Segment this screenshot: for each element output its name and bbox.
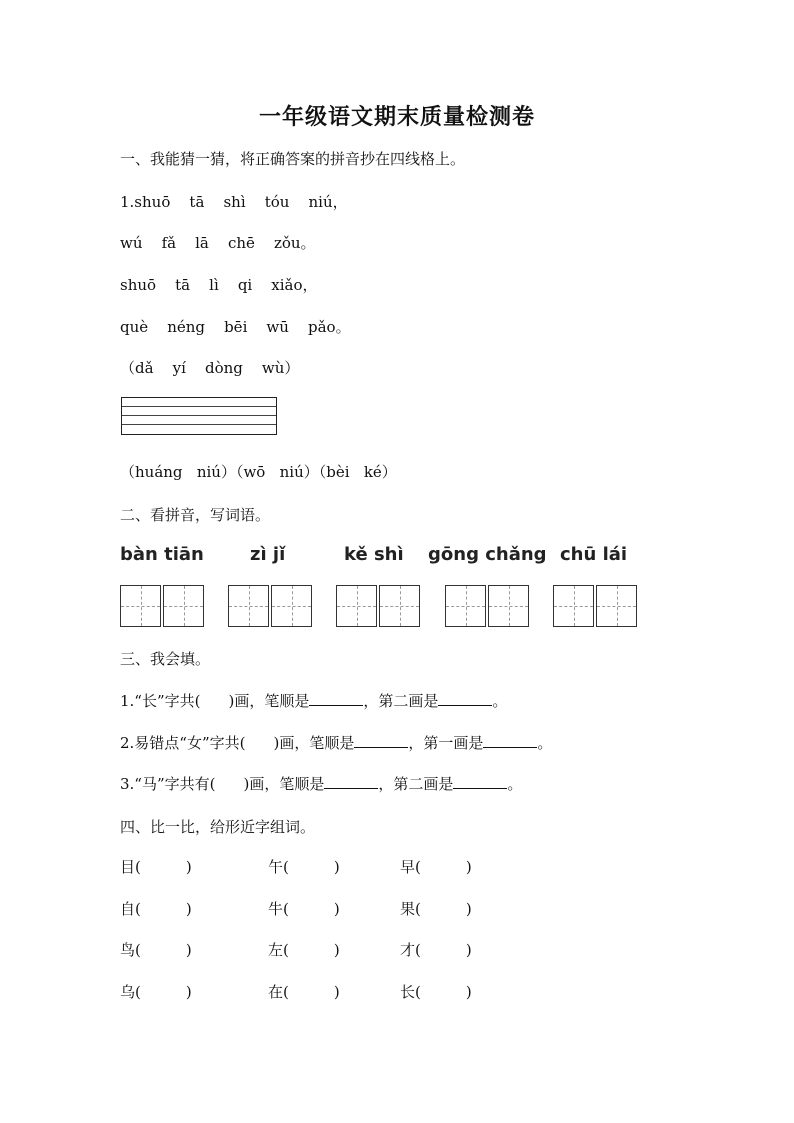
q3-part-d: 。 xyxy=(507,775,523,793)
four-line-writing-grid[interactable] xyxy=(121,397,277,435)
riddle-line-3: shuō tā lì qi xiǎo， xyxy=(120,276,318,294)
page-title: 一年级语文期末质量检测卷 xyxy=(258,105,535,130)
pinyin-word-3: kě shì xyxy=(344,544,404,565)
writing-box-2[interactable] xyxy=(228,585,312,627)
section1-heading: 一、我能猜一猜，将正确答案的拼音抄在四线格上。 xyxy=(120,150,466,168)
riddle-line-2: wú fǎ lā chē zǒu。 xyxy=(120,234,316,252)
writing-box-5[interactable] xyxy=(553,585,637,627)
q2-part-a: 2.易错点“女”字共( xyxy=(120,734,246,752)
stroke-blank[interactable] xyxy=(483,733,537,748)
tian-cell[interactable] xyxy=(553,585,594,627)
tian-cell[interactable] xyxy=(120,585,161,627)
tian-cell[interactable] xyxy=(271,585,312,627)
writing-box-3[interactable] xyxy=(336,585,420,627)
word-group-item[interactable]: 午( ) xyxy=(268,858,340,876)
pinyin-word-5: chū lái xyxy=(560,544,628,565)
stroke-blank[interactable] xyxy=(453,774,507,789)
stroke-order-blank[interactable] xyxy=(309,691,363,706)
pinyin-word-2: zì jǐ xyxy=(250,544,286,565)
writing-box-4[interactable] xyxy=(445,585,529,627)
section3-heading: 三、我会填。 xyxy=(120,650,211,668)
word-group-item[interactable]: 果( ) xyxy=(400,900,472,918)
word-group-item[interactable]: 左( ) xyxy=(268,941,340,959)
q1-part-a: 1.“长”字共( xyxy=(120,692,201,710)
stroke-order-blank[interactable] xyxy=(354,733,408,748)
q2-part-d: 。 xyxy=(537,734,553,752)
grid-line xyxy=(122,415,276,416)
grid-line xyxy=(122,406,276,407)
pinyin-word-4: gōng chǎng xyxy=(428,544,547,565)
word-group-item[interactable]: 鸟( ) xyxy=(120,941,192,959)
word-group-item[interactable]: 长( ) xyxy=(400,983,472,1001)
q1-part-d: 。 xyxy=(492,692,508,710)
tian-cell[interactable] xyxy=(163,585,204,627)
q1-part-b: )画，笔顺是 xyxy=(228,692,310,710)
tian-cell[interactable] xyxy=(488,585,529,627)
section2-heading: 二、看拼音，写词语。 xyxy=(120,506,271,524)
word-group-item[interactable]: 早( ) xyxy=(400,858,472,876)
writing-box-1[interactable] xyxy=(120,585,204,627)
stroke-order-blank[interactable] xyxy=(324,774,378,789)
q1-part-c: ，第二画是 xyxy=(363,692,439,710)
word-group-item[interactable]: 目( ) xyxy=(120,858,192,876)
answer-choices: （huáng niú）（wō niú）（bèi ké） xyxy=(120,463,397,481)
riddle-line-5: （dǎ yí dòng wù） xyxy=(120,359,300,377)
fill-question-2 xyxy=(120,733,552,753)
tian-cell[interactable] xyxy=(379,585,420,627)
word-group-item[interactable]: 自( ) xyxy=(120,900,192,918)
word-group-item[interactable]: 乌( ) xyxy=(120,983,192,1001)
word-group-item[interactable]: 在( ) xyxy=(268,983,340,1001)
grid-line xyxy=(122,424,276,425)
riddle-line-4: què néng bēi wū pǎo。 xyxy=(120,318,351,336)
q3-part-b: )画，笔顺是 xyxy=(243,775,325,793)
q2-part-b: )画，笔顺是 xyxy=(273,734,355,752)
tian-cell[interactable] xyxy=(596,585,637,627)
word-group-item[interactable]: 牛( ) xyxy=(268,900,340,918)
fill-question-1 xyxy=(120,691,507,711)
fill-question-3 xyxy=(120,774,522,794)
stroke-blank[interactable] xyxy=(438,691,492,706)
tian-cell[interactable] xyxy=(336,585,377,627)
tian-cell[interactable] xyxy=(228,585,269,627)
q3-part-a: 3.“马”字共有( xyxy=(120,775,216,793)
section4-heading: 四、比一比，给形近字组词。 xyxy=(120,818,316,836)
word-group-item[interactable]: 才( ) xyxy=(400,941,472,959)
pinyin-word-1: bàn tiān xyxy=(120,544,204,565)
q3-part-c: ，第二画是 xyxy=(378,775,454,793)
q2-part-c: ，第一画是 xyxy=(408,734,484,752)
riddle-line-1: 1.shuō tā shì tóu niú， xyxy=(120,193,348,211)
tian-cell[interactable] xyxy=(445,585,486,627)
